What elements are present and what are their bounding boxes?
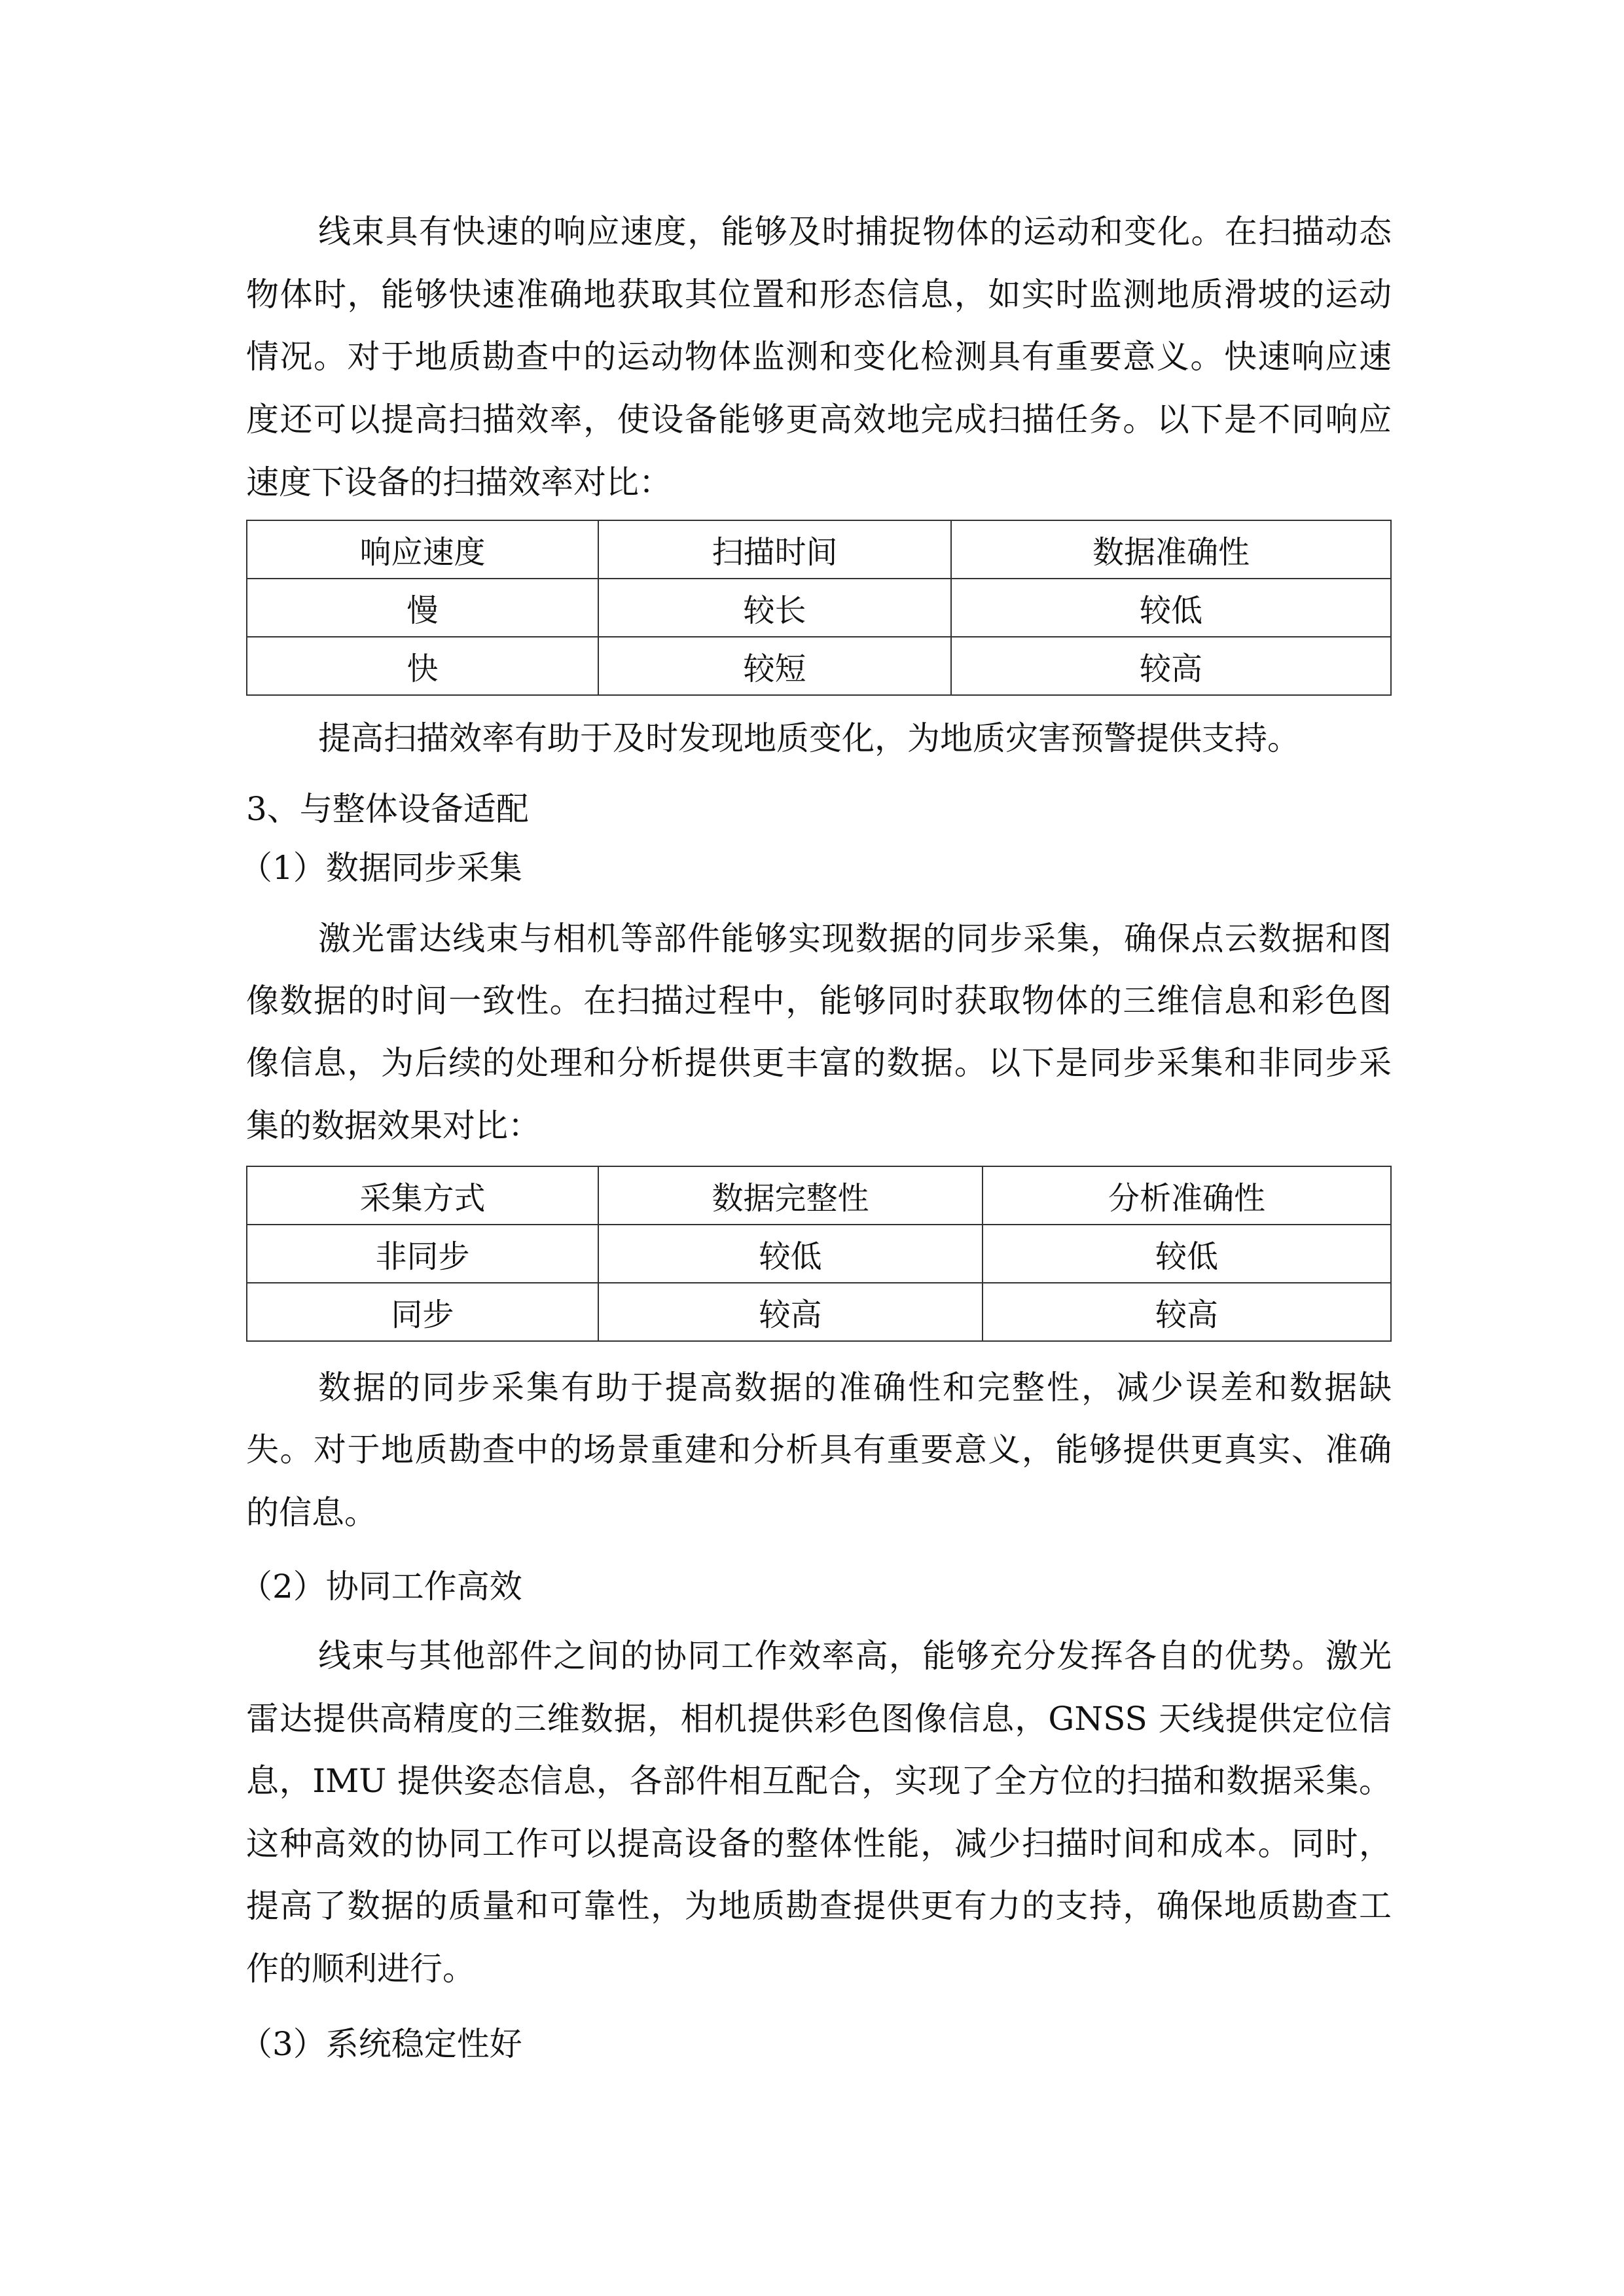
table-row <box>247 1225 1391 1283</box>
table-header-cell: 分析准确性 <box>983 1166 1391 1225</box>
table-sync-comparison <box>246 1166 1392 1342</box>
subsection-heading: （2）协同工作高效 <box>240 1568 522 1605</box>
text-line: 激光雷达线束与相机等部件能够实现数据的同步采集，确保点云数据和图 <box>318 920 1392 958</box>
table-cell: 较高 <box>598 1283 983 1341</box>
text-line: 度还可以提高扫描效率，使设备能够更高效地完成扫描任务。以下是不同响应 <box>246 401 1392 439</box>
table-cell: 较低 <box>598 1225 983 1283</box>
text-line: 提高扫描效率有助于及时发现地质变化，为地质灾害预警提供支持。 <box>318 719 1300 757</box>
table-cell: 慢 <box>247 579 598 637</box>
section-heading: 3、与整体设备适配 <box>246 790 529 828</box>
subsection-heading: （3）系统稳定性好 <box>240 2025 522 2063</box>
table-header-row <box>247 520 1391 579</box>
text-line: 提高了数据的质量和可靠性，为地质勘查提供更有力的支持，确保地质勘查工 <box>246 1887 1392 1925</box>
table-cell: 较长 <box>598 579 951 637</box>
text-line: 像数据的时间一致性。在扫描过程中，能够同时获取物体的三维信息和彩色图 <box>246 982 1392 1020</box>
table-row <box>247 1283 1391 1341</box>
text-line: 息，IMU 提供姿态信息，各部件相互配合，实现了全方位的扫描和数据采集。 <box>246 1762 1392 1800</box>
text-line: 线束具有快速的响应速度，能够及时捕捉物体的运动和变化。在扫描动态 <box>318 213 1392 251</box>
text-line: 线束与其他部件之间的协同工作效率高，能够充分发挥各自的优势。激光 <box>318 1637 1392 1675</box>
text-line: 雷达提供高精度的三维数据，相机提供彩色图像信息，GNSS 天线提供定位信 <box>246 1700 1392 1738</box>
table-cell: 较高 <box>951 637 1391 695</box>
text-line: 数据的同步采集有助于提高数据的准确性和完整性，减少误差和数据缺 <box>318 1369 1392 1407</box>
table-cell: 快 <box>247 637 598 695</box>
table-header-cell: 数据完整性 <box>598 1166 983 1225</box>
table-header-row <box>247 1166 1391 1225</box>
table-response-speed <box>246 520 1392 696</box>
text-line: 作的顺利进行。 <box>246 1950 475 1988</box>
table-row <box>247 637 1391 695</box>
table-cell: 较高 <box>983 1283 1391 1341</box>
table-header-cell: 响应速度 <box>247 520 598 579</box>
table-cell: 较低 <box>983 1225 1391 1283</box>
subsection-heading: （1）数据同步采集 <box>240 849 522 887</box>
text-line: 像信息，为后续的处理和分析提供更丰富的数据。以下是同步采集和非同步采 <box>246 1044 1392 1082</box>
table-cell: 非同步 <box>247 1225 598 1283</box>
table-header-cell: 采集方式 <box>247 1166 598 1225</box>
text-line: 失。对于地质勘查中的场景重建和分析具有重要意义，能够提供更真实、准确 <box>246 1431 1392 1469</box>
table-cell: 较低 <box>951 579 1391 637</box>
table-row <box>247 579 1391 637</box>
table-cell: 较短 <box>598 637 951 695</box>
text-line: 情况。对于地质勘查中的运动物体监测和变化检测具有重要意义。快速响应速 <box>246 338 1392 376</box>
text-line: 速度下设备的扫描效率对比： <box>246 463 672 501</box>
text-line: 集的数据效果对比： <box>246 1107 541 1145</box>
table-header-cell: 扫描时间 <box>598 520 951 579</box>
table-header-cell: 数据准确性 <box>951 520 1391 579</box>
text-line: 的信息。 <box>246 1494 377 1532</box>
text-line: 这种高效的协同工作可以提高设备的整体性能，减少扫描时间和成本。同时， <box>246 1825 1392 1863</box>
text-line: 物体时，能够快速准确地获取其位置和形态信息，如实时监测地质滑坡的运动 <box>246 276 1392 314</box>
table-cell: 同步 <box>247 1283 598 1341</box>
